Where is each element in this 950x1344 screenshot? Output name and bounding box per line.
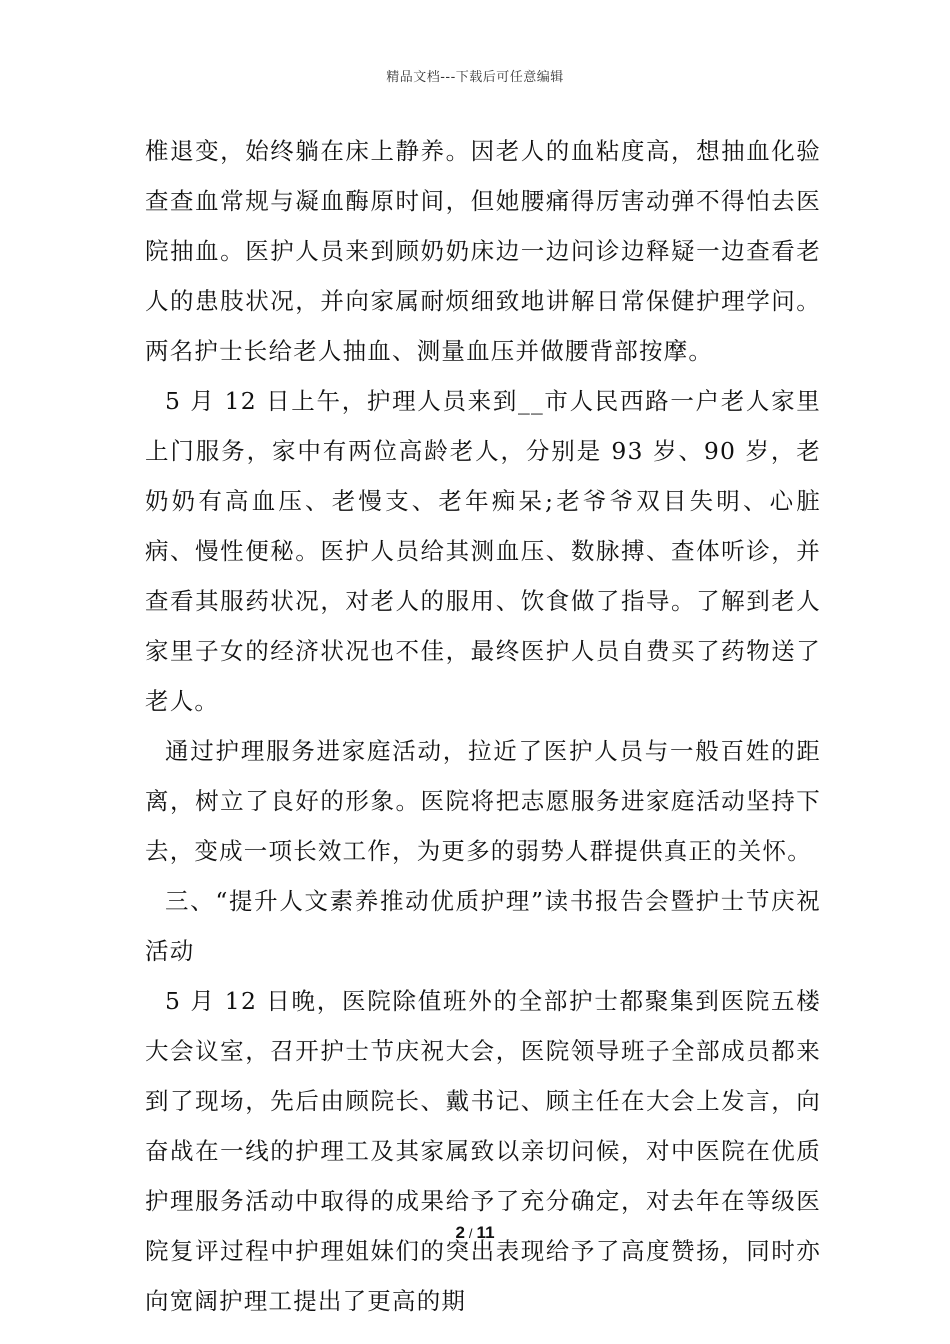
paragraph-4: 5 月 12 日晚，医院除值班外的全部护士都聚集到医院五楼大会议室，召开护士节庆祝大会，医院领导班子全部成员都来到了现场，先后由顾院长、戴书记、顾主任在大会上发言，向奋战在一线的护理工及其家属致以亲切问候，对中医院在优质护理服务活动中取得的成果给予了充分确定，对去年在等级医院复评过程中护理姐妹们的突出表现给予了高度赞扬，同时亦向宽阔护理工提出了更高的期 — [145, 987, 821, 1315]
page-separator: / — [468, 1226, 473, 1241]
page-header: 精品文档---下载后可任意编辑 — [386, 70, 564, 85]
document-body — [145, 126, 821, 1326]
paragraph-1: 椎退变，始终躺在床上静养。因老人的血粘度高，想抽血化验查查血常规与凝血酶原时间，但她腰痛得厉害动弹不得怕去医院抽血。医护人员来到顾奶奶床边一边问诊边释疑一边查看老人的患肢状况，并向家属耐烦细致地讲解日常保健护理学问。两名护士长给老人抽血、测量血压并做腰背部按摩。 — [145, 137, 821, 365]
paragraph-3: 通过护理服务进家庭活动，拉近了医护人员与一般百姓的距离，树立了良好的形象。医院将把志愿服务进家庭活动坚持下去，变成一项长效工作，为更多的弱势人群提供真正的关怀。 — [145, 737, 821, 865]
section-heading: 三、“提升人文素养推动优质护理”读书报告会暨护士节庆祝活动 — [145, 887, 821, 965]
current-page: 2 — [455, 1223, 465, 1242]
paragraph-2: 5 月 12 日上午，护理人员来到__市人民西路一户老人家里上门服务，家中有两位高龄老人，分别是 93 岁、90 岁，老奶奶有高血压、老慢支、老年痴呆;老爷爷双目失明、心脏病、慢性便秘。医护人员给其测血压、数脉搏、查体听诊，并查看其服药状况，对老人的服用、饮食做了指导。了解到老人家里子女的经济状况也不佳，最终医护人员自费买了药物送了老人。 — [145, 387, 821, 715]
total-pages: 11 — [476, 1223, 495, 1242]
page-number — [0, 1223, 950, 1243]
